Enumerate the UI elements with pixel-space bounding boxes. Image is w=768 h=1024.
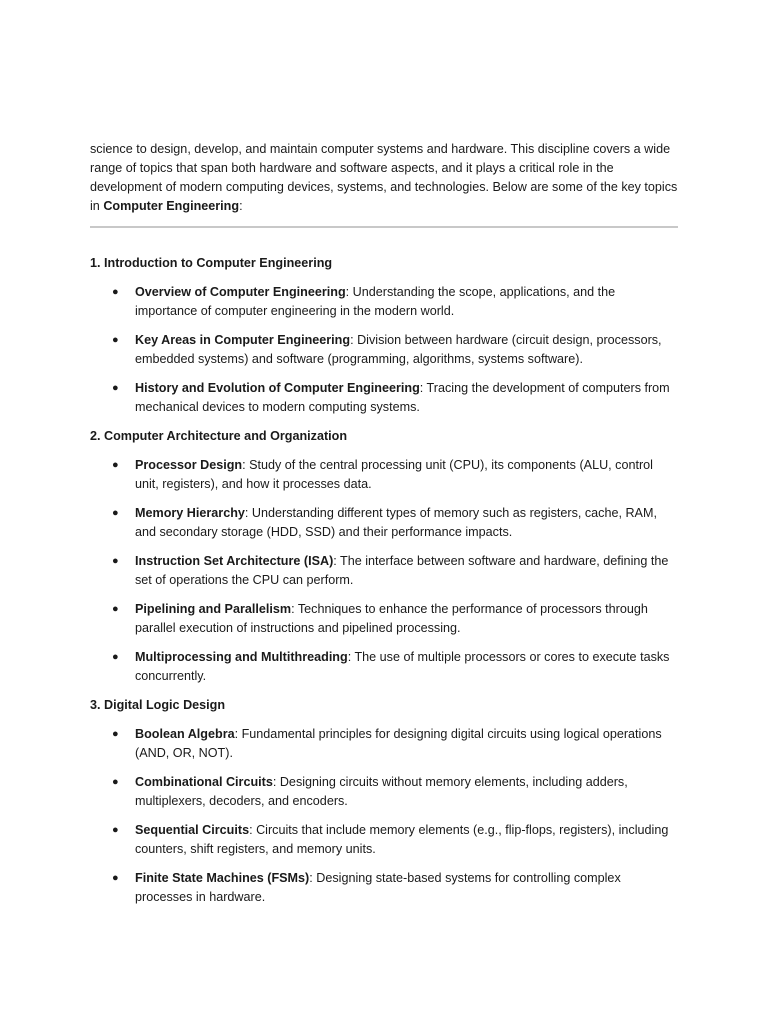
bullet-icon: ● bbox=[112, 286, 119, 298]
list-item bbox=[90, 379, 678, 417]
bullet-icon: ● bbox=[112, 334, 119, 346]
item-desc: : Understanding different types of memory such as registers, cache, RAM, and secondary storage (HDD, SSD) and their performance impacts. bbox=[135, 506, 657, 539]
list-item bbox=[90, 821, 678, 859]
intro-text: science to design, develop, and maintain computer systems and hardware. This discipline covers a wide range of topics that span both hardware and software aspects, and it plays a critical role in the development of modern computing devices, systems, and technologies. Below are some of the key topics in bbox=[90, 142, 678, 213]
item-term: Pipelining and Parallelism bbox=[135, 602, 292, 616]
list-item bbox=[90, 773, 678, 811]
list-item bbox=[90, 456, 678, 494]
item-desc: : Designing state-based systems for controlling complex processes in hardware. bbox=[135, 871, 621, 904]
list-item bbox=[90, 283, 678, 321]
item-desc: : Designing circuits without memory elements, including adders, multiplexers, decoders, and encoders. bbox=[135, 775, 628, 808]
bullet-icon: ● bbox=[112, 507, 119, 519]
item-desc: : Understanding the scope, applications, and the importance of computer engineering in the modern world. bbox=[135, 285, 616, 318]
item-desc: : The use of multiple processors or cores to execute tasks concurrently. bbox=[135, 650, 670, 683]
bullet-icon: ● bbox=[112, 651, 119, 663]
item-term: Key Areas in Computer Engineering bbox=[135, 333, 351, 347]
list-item bbox=[90, 552, 678, 590]
bullet-icon: ● bbox=[112, 459, 119, 471]
item-term: History and Evolution of Computer Engineering bbox=[135, 381, 420, 395]
section-title: 3. Digital Logic Design bbox=[90, 698, 226, 712]
item-term: Sequential Circuits bbox=[135, 823, 250, 837]
item-term: Finite State Machines (FSMs) bbox=[135, 871, 310, 885]
section-title: 1. Introduction to Computer Engineering bbox=[90, 256, 333, 270]
item-term: Multiprocessing and Multithreading bbox=[135, 650, 348, 664]
document-page bbox=[90, 140, 678, 917]
bullet-icon: ● bbox=[112, 872, 119, 884]
list-item bbox=[90, 869, 678, 907]
section-list bbox=[90, 456, 678, 686]
item-desc: : Techniques to enhance the performance of processors through parallel execution of instructions and pipelined processing. bbox=[135, 602, 648, 635]
section-digital-logic bbox=[90, 696, 678, 907]
item-term: Instruction Set Architecture (ISA) bbox=[135, 554, 334, 568]
item-desc: : Circuits that include memory elements (e.g., flip-flops, registers), including counters, shift registers, and memory units. bbox=[135, 823, 669, 856]
bullet-icon: ● bbox=[112, 776, 119, 788]
item-desc: : Study of the central processing unit (CPU), its components (ALU, control unit, registers), and how it processes data. bbox=[135, 458, 653, 491]
list-item bbox=[90, 331, 678, 369]
item-term: Processor Design bbox=[135, 458, 243, 472]
bullet-icon: ● bbox=[112, 382, 119, 394]
intro-paragraph bbox=[90, 140, 678, 216]
item-desc: : Division between hardware (circuit design, processors, embedded systems) and software (programming, algorithms, systems software). bbox=[135, 333, 662, 366]
section-introduction bbox=[90, 254, 678, 417]
bullet-icon: ● bbox=[112, 728, 119, 740]
list-item bbox=[90, 600, 678, 638]
item-term: Memory Hierarchy bbox=[135, 506, 245, 520]
section-architecture bbox=[90, 427, 678, 686]
section-list bbox=[90, 725, 678, 907]
item-term: Boolean Algebra bbox=[135, 727, 235, 741]
list-item bbox=[90, 504, 678, 542]
section-list bbox=[90, 283, 678, 417]
intro-end: : bbox=[239, 199, 243, 213]
section-title: 2. Computer Architecture and Organization bbox=[90, 429, 348, 443]
item-term: Overview of Computer Engineering bbox=[135, 285, 346, 299]
list-item bbox=[90, 648, 678, 686]
item-desc: : Fundamental principles for designing digital circuits using logical operations (AND, OR, NOT). bbox=[135, 727, 662, 760]
item-desc: : The interface between software and hardware, defining the set of operations the CPU can perform. bbox=[135, 554, 669, 587]
bullet-icon: ● bbox=[112, 555, 119, 567]
horizontal-divider bbox=[90, 226, 678, 228]
intro-bold-term: Computer Engineering bbox=[103, 199, 240, 213]
bullet-icon: ● bbox=[112, 603, 119, 615]
bullet-icon: ● bbox=[112, 824, 119, 836]
list-item bbox=[90, 725, 678, 763]
item-desc: : Tracing the development of computers from mechanical devices to modern computing systems. bbox=[135, 381, 670, 414]
item-term: Combinational Circuits bbox=[135, 775, 273, 789]
